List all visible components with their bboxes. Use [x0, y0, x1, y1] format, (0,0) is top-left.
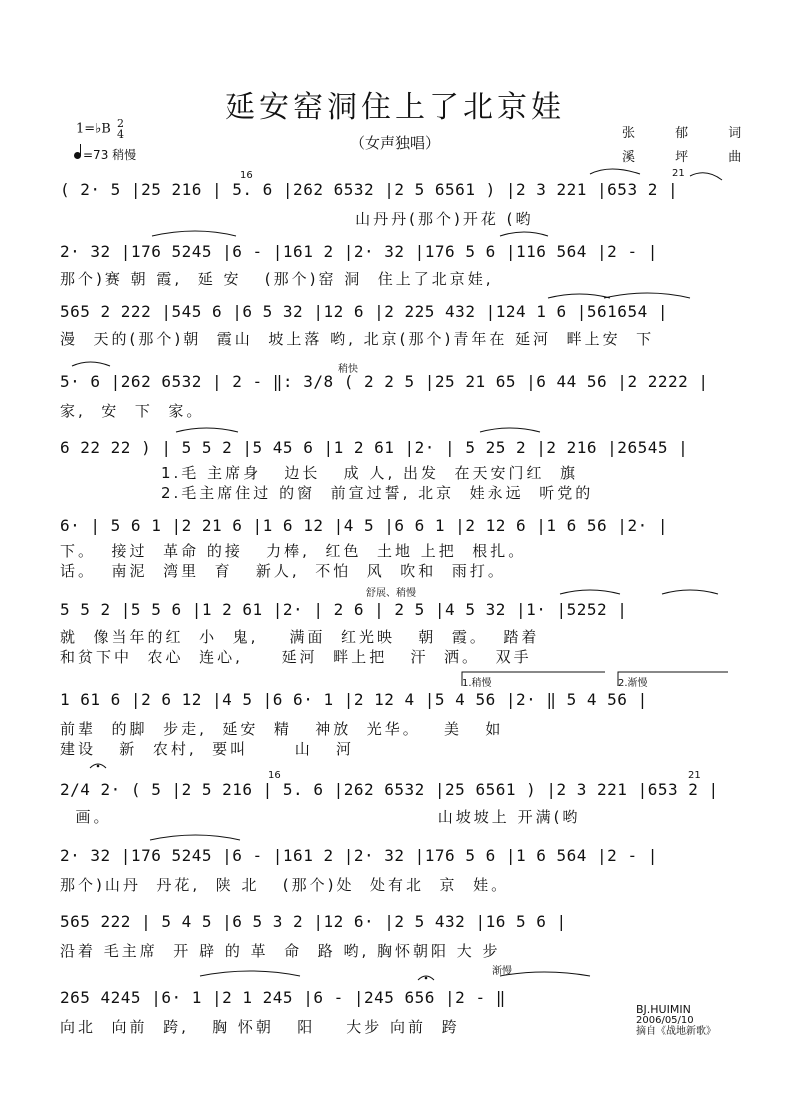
notation-line: 6· | 5 6 1 |2 21 6 |1 6 12 |4 5 |6 6 1 |2 12 6 |1 6 56 |2· | [60, 516, 668, 535]
slur [176, 428, 238, 432]
lyrics-line: 那个)赛 朝 霞, 延 安 (那个)窑 洞 住上了北京娃, [60, 270, 494, 288]
transcription-date: 2006/05/10 [636, 1015, 694, 1026]
volta-bracket [618, 672, 728, 686]
song-title: 延安窑洞住上了北京娃 [225, 90, 565, 125]
time-sig-bottom: 4 [117, 128, 124, 141]
notation-line: 2/4 2· ( 5 |2 5 216 | 5. 6 |262 6532 |25 6561 ) |2 3 221 |653 2 | [60, 780, 719, 799]
slur [152, 231, 236, 236]
lyrics-line-verse-1: 前辈 的脚 步走, 延安 精 神放 光华。 美 如 [60, 720, 504, 738]
lyrics-line-verse-2: 2.毛主席住过 的窗 前宣过誓, 北京 娃永远 听党的 [60, 484, 594, 502]
lyrics-line: 家, 安 下 家。 [60, 402, 205, 420]
lyrics-line-verse-1: 1.毛 主席身 边长 成 人, 出发 在天安门红 旗 [60, 464, 579, 482]
ritardando-mark: 渐慢 [492, 966, 512, 977]
slur [548, 294, 610, 298]
performance-note: （女声独唱） [349, 134, 440, 152]
slur [604, 293, 690, 298]
transcriber-signature [636, 1004, 716, 1037]
notation-line: 565 222 | 5 4 5 |6 5 3 2 |12 6· |2 5 432 |16 5 6 | [60, 912, 567, 931]
lyrics-line-verse-2: 建设 新 农村, 要叫 山 河 [60, 740, 355, 758]
volta-2-mark: 2.渐慢 [618, 678, 648, 689]
lyrics-line: 漫 天的(那个)朝 霞山 坡上落 哟, 北京(那个)青年在 延河 畔上安 下 [60, 330, 655, 348]
notation-line: 2· 32 |176 5245 |6 - |161 2 |2· 32 |176 5 6 |116 564 |2 - | [60, 242, 658, 261]
tempo-faster-mark: 稍快 [338, 364, 358, 375]
volta-bracket [462, 672, 605, 686]
time-sig-top: 2 [117, 117, 124, 130]
fermata-dot [97, 765, 100, 768]
notation-line: 5 5 2 |5 5 6 |1 2 61 |2· | 2 6 | 2 5 |4 5 32 |1· |5252 | [60, 600, 628, 619]
slur [200, 971, 300, 976]
notation-line: 2· 32 |176 5245 |6 - |161 2 |2· 32 |176 5 6 |1 6 564 |2 - | [60, 846, 658, 865]
slur [72, 362, 110, 366]
notation-line: 6 22 22 ) | 5 5 2 |5 45 6 |1 2 61 |2· | 5 25 2 |2 216 |26545 | [60, 438, 689, 457]
notation-line: 5· 6 |262 6532 | 2 - ‖: 3/8 ( 2 2 5 |25 21 65 |6 44 56 |2 2222 | [60, 372, 709, 391]
lyrics-line-verse-2: 话。 南泥 湾里 育 新人, 不怕 风 吹和 雨打。 [60, 562, 506, 580]
volta-1-mark: 1.稍慢 [462, 678, 492, 689]
grace-note-mark: 16 [268, 770, 281, 781]
notation-line: 265 4245 |6· 1 |2 1 245 |6 - |245 656 |2 - ‖ [60, 988, 506, 1007]
lyrics-line-verse-2: 和贫下中 农心 连心, 延河 畔上把 汗 洒。 双手 [60, 648, 532, 666]
slur [150, 835, 240, 840]
slur [590, 169, 640, 174]
notation-line: 565 2 222 |545 6 |6 5 32 |12 6 |2 225 432 |124 1 6 |561654 | [60, 302, 668, 321]
source-note: 摘自《战地新歌》 [636, 1026, 716, 1037]
lyrics-line: 那个)山丹 丹花, 陕 北 (那个)处 处有北 京 娃。 [60, 876, 510, 894]
slur [500, 972, 590, 976]
grace-note-mark: 21 [688, 770, 701, 781]
notation-line: 1 61 6 |2 6 12 |4 5 |6 6· 1 |2 12 4 |5 4 56 |2· ‖ 5 4 56 | [60, 690, 648, 709]
slur [500, 232, 548, 236]
transcriber-name: BJ.HUIMIN [636, 1003, 691, 1016]
grace-note-mark: 21 [672, 168, 685, 179]
expression-mark: 舒展、稍慢 [366, 588, 416, 599]
lyrics-line-verse-1: 下。 接过 革命 的接 力棒, 红色 土地 上把 根扎。 [60, 542, 527, 560]
slur [690, 173, 722, 180]
fermata-dot [425, 977, 428, 980]
lyrics-line-verse-1: 就 像当年的红 小 鬼, 满面 红光映 朝 霞。 踏着 [60, 628, 540, 646]
tempo-text: =73 稍慢 [83, 148, 137, 162]
slur [480, 428, 540, 432]
slur [560, 590, 620, 594]
lyrics-line: 沿着 毛主席 开 辟 的 革 命 路 哟, 胸怀朝阳 大 步 [60, 942, 501, 960]
lyrics-line: 向北 向前 跨, 胸 怀朝 阳 大步 向前 跨 [60, 1018, 460, 1036]
lyrics-line: 画。 山坡坡上 开满(哟 [60, 808, 581, 826]
key-label: 1=♭B [76, 121, 111, 137]
lyricist: 张 郁 词 [622, 126, 760, 141]
grace-note-mark: 16 [240, 170, 253, 181]
composer: 溪 坪 曲 [622, 150, 760, 165]
slur [662, 590, 718, 594]
notation-line: ( 2· 5 |25 216 | 5. 6 |262 6532 |2 5 6561 ) |2 3 221 |653 2 | [60, 180, 679, 199]
lyrics-line: 山丹丹(那个)开花 (哟 [60, 210, 534, 228]
